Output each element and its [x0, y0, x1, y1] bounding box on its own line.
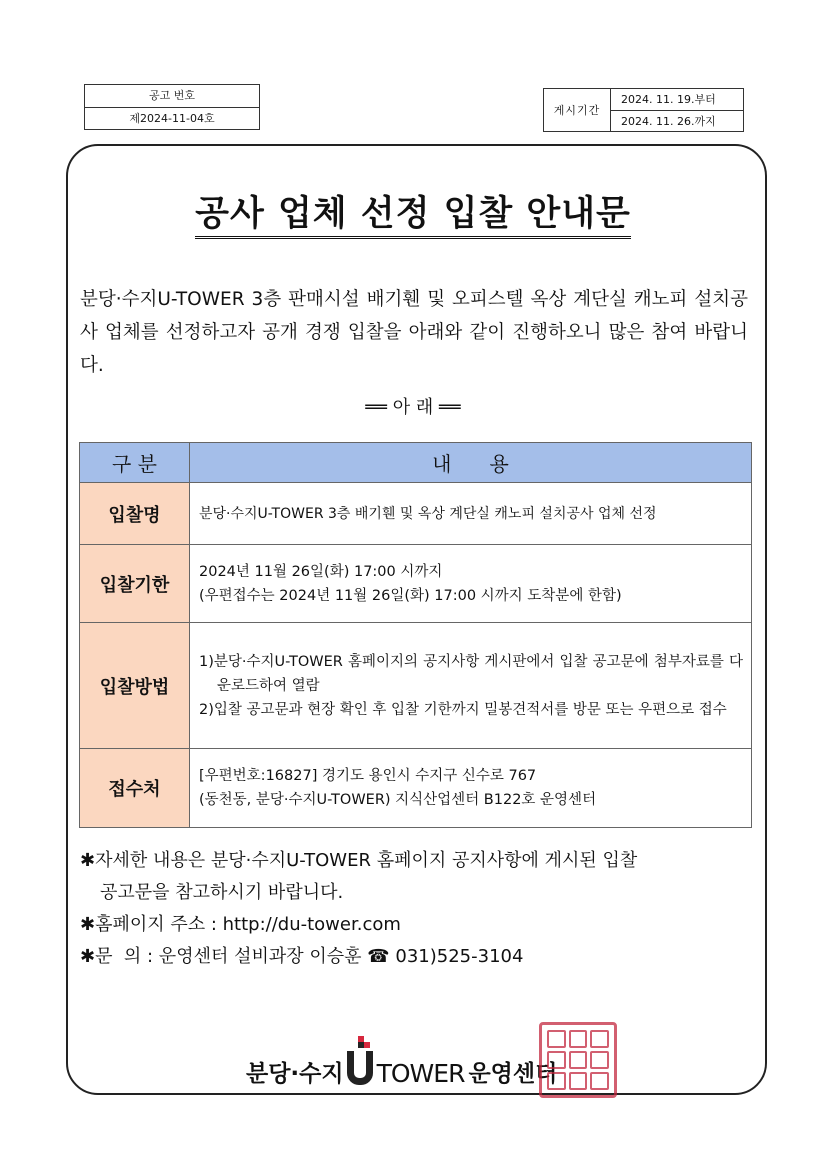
posting-period-box	[543, 88, 744, 132]
bid-info-table	[79, 442, 752, 828]
footer-prefix: 분당·수지	[246, 1061, 344, 1087]
note-details-cont: 공고문을 참고하시기 바랍니다.	[100, 882, 344, 903]
note-inquiry: ✱문 의 : 운영센터 설비과장 이승훈 ☎ 031)525-3104	[80, 946, 524, 967]
page-title: 공사 업체 선정 입찰 안내문	[195, 194, 631, 239]
row-content-bid-name	[190, 483, 752, 545]
section-heading: ══ 아 래 ══	[365, 397, 461, 418]
posting-period-label: 게시기간	[544, 89, 611, 131]
posting-from: 2024. 11. 19.부터	[621, 93, 716, 107]
official-seal-icon	[539, 1022, 617, 1098]
footer-tower: TOWER	[376, 1059, 465, 1088]
notice-number: 제2024-11-04호	[85, 107, 259, 129]
note-homepage: ✱홈페이지 주소 : http://du-tower.com	[80, 914, 401, 935]
row-label-deadline: 입찰기한	[80, 545, 190, 623]
notes-section	[80, 845, 750, 973]
row-line: (우편접수는 2024년 11월 26일(화) 17:00 시까지 도착분에 한함)	[199, 587, 622, 604]
intro-paragraph: 분당·수지U-TOWER 3층 판매시설 배기휀 및 오피스텔 옥상 계단실 캐노피 설치공사 업체를 선정하고자 공개 경쟁 입찰을 아래와 같이 진행하오니 많은 참여 바랍니다.	[80, 289, 748, 376]
row-content-deadline	[190, 545, 752, 623]
row-line: (동천동, 분당·수지U-TOWER) 지식산업센터 B122호 운영센터	[199, 792, 597, 808]
row-label-reception: 접수처	[80, 749, 190, 828]
table-row	[80, 545, 752, 623]
table-header-row	[80, 443, 752, 483]
footer-signature	[246, 1026, 557, 1088]
table-row	[80, 483, 752, 545]
header-category: 구 분	[80, 443, 190, 483]
row-line: 2024년 11월 26일(화) 17:00 시까지	[199, 563, 443, 580]
row-line: 1)분당·수지U-TOWER 홈페이지의 공지사항 게시판에서 입찰 공고문에 첨부자료를 다운로드하여 열람	[199, 653, 743, 694]
row-line: 분당·수지U-TOWER 3층 배기휀 및 옥상 계단실 캐노피 설치공사 업체 선정	[199, 505, 657, 522]
notice-number-label: 공고 번호	[148, 89, 195, 102]
notice-number-box	[84, 84, 260, 130]
row-line: [우편번호:16827] 경기도 용인시 수지구 신수로 767	[199, 768, 537, 784]
table-row	[80, 749, 752, 828]
row-content-reception	[190, 749, 752, 828]
footer-suffix: 운영센터	[468, 1061, 558, 1087]
page-title-wrap	[0, 186, 826, 236]
row-line: 2)입찰 공고문과 현장 확인 후 입찰 기한까지 밀봉견적서를 방문 또는 우편으로 접수	[199, 701, 727, 718]
table-row	[80, 623, 752, 749]
row-label-bid-name: 입찰명	[80, 483, 190, 545]
note-details: ✱자세한 내용은 분당·수지U-TOWER 홈페이지 공지사항에 게시된 입찰	[80, 850, 638, 871]
header-content: 내 용	[190, 443, 752, 483]
row-content-method	[190, 623, 752, 749]
row-label-method: 입찰방법	[80, 623, 190, 749]
u-logo-icon	[347, 1036, 375, 1088]
posting-to: 2024. 11. 26.까지	[611, 110, 743, 132]
